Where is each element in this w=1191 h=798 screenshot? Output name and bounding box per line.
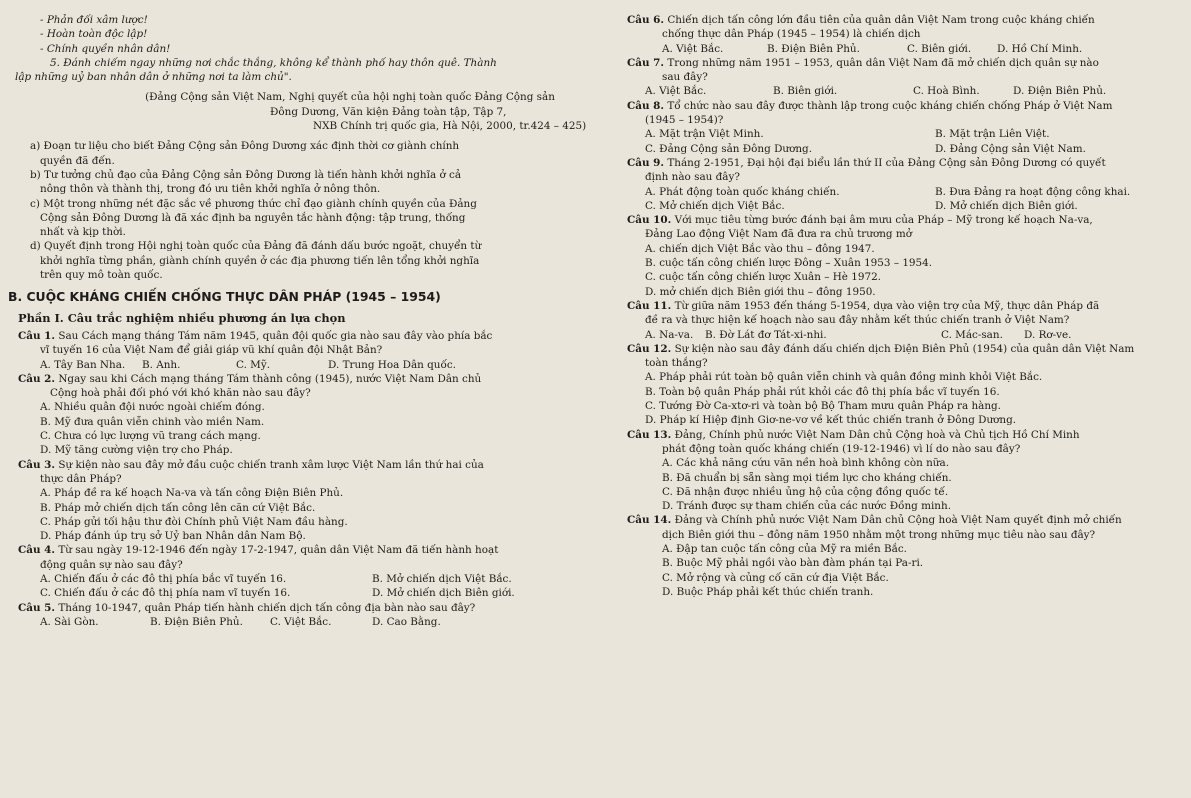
right-column [627, 13, 1185, 599]
option-d[interactable]: D. Tránh được sự tham chiến của các nước Đồng minh. [662, 500, 951, 513]
option-d[interactable]: D. Buộc Pháp phải kết thúc chiến tranh. [662, 585, 874, 598]
option-a[interactable]: A. Na-va. [645, 328, 694, 341]
source-citation: (Đảng Cộng sản Việt Nam, Nghị quyết của hội nghị toàn quốc Đảng Cộng sản [145, 91, 555, 104]
question-1-options [40, 358, 600, 372]
statement-d: d) Quyết định trong Hội nghị toàn quốc của Đảng đã đánh dấu bước ngoặt, chuyển từ [30, 240, 482, 253]
question-10: Câu 10. Với mục tiêu từng bước đánh bại âm mưu của Pháp – Mỹ trong kế hoạch Na-va, [627, 214, 1093, 227]
statement-b: b) Tư tưởng chủ đạo của Đảng Cộng sản Đông Dương là tiến hành khởi nghĩa ở cả [30, 168, 462, 181]
option-c[interactable]: C. Việt Bắc. [270, 615, 332, 628]
question-11-options [627, 328, 1185, 342]
option-c[interactable]: C. Tướng Đờ Ca-xtơ-ri và toàn bộ Bộ Tham mưu quân Pháp ra hàng. [645, 400, 1001, 413]
question-7: Câu 7. Trong những năm 1951 – 1953, quân dân Việt Nam đã mở chiến dịch quân sự nào [627, 56, 1099, 69]
option-a[interactable]: A. Việt Bắc. [645, 85, 707, 98]
question-1-cont: vĩ tuyến 16 của Việt Nam để giải giáp vũ khí quân đội Nhật Bản? [40, 344, 383, 357]
question-2: Câu 2. Ngay sau khi Cách mạng tháng Tám thành công (1945), nước Việt Nam Dân chủ [18, 372, 482, 385]
question-8-options-row1 [627, 127, 1185, 141]
option-a[interactable]: A. Mặt trận Việt Minh. [645, 128, 764, 141]
question-6: Câu 6. Chiến dịch tấn công lớn đầu tiên của quân dân Việt Nam trong cuộc kháng chiến [627, 14, 1095, 26]
option-c[interactable]: C. Biên giới. [907, 42, 972, 55]
option-c[interactable]: C. Pháp gửi tối hậu thư đòi Chính phủ Việt Nam đầu hàng. [40, 515, 348, 528]
option-d[interactable]: D. Rơ-ve. [1024, 328, 1072, 341]
left-column [8, 13, 600, 629]
part-title: Phần I. Câu trắc nghiệm nhiều phương án lựa chọn [18, 310, 346, 325]
question-2-cont: Cộng hoà phải đối phó với khó khăn nào sau đây? [50, 387, 311, 400]
option-d[interactable]: D. mở chiến dịch Biên giới thu – đông 1950. [645, 285, 876, 298]
source-citation: Đông Dương, Văn kiện Đảng toàn tập, Tập 7, [270, 105, 507, 118]
statement-c: nhất và kịp thời. [40, 226, 126, 239]
option-a[interactable]: A. Các khả năng cứu vãn nền hoà bình không còn nữa. [662, 457, 949, 470]
statement-c: c) Một trong những nét đặc sắc về phương thức chỉ đạo giành chính quyền của Đảng [30, 197, 477, 210]
option-b[interactable]: B. Mỹ đưa quân viễn chinh vào miền Nam. [40, 415, 265, 428]
option-c[interactable]: C. Đã nhận được nhiều ủng hộ của cộng đồng quốc tế. [662, 485, 949, 498]
option-a[interactable]: A. Pháp phải rút toàn bộ quân viễn chinh và quân đồng minh khỏi Việt Bắc. [645, 371, 1043, 384]
question-8-cont: (1945 – 1954)? [645, 114, 724, 127]
option-b[interactable]: B. Đưa Đảng ra hoạt động công khai. [935, 185, 1131, 198]
option-d[interactable]: D. Mở chiến dịch Biên giới. [372, 587, 515, 600]
option-c[interactable]: C. Hoà Bình. [913, 85, 980, 98]
question-7-cont: sau đây? [662, 71, 708, 84]
excerpt-line: 5. Đánh chiếm ngay những nơi chắc thắng, không kể thành phố hay thôn quê. Thành [50, 56, 497, 69]
question-4: Câu 4. Từ sau ngày 19-12-1946 đến ngày 17-2-1947, quân dân Việt Nam đã tiến hành hoạt [18, 544, 499, 557]
option-c[interactable]: C. Mác-san. [941, 328, 1003, 341]
statement-a: quyền đã đến. [40, 154, 115, 167]
slogan-line: - Hoàn toàn độc lập! [40, 28, 148, 41]
option-d[interactable]: D. Mở chiến dịch Biên giới. [935, 199, 1078, 212]
option-d[interactable]: D. Hồ Chí Minh. [997, 42, 1083, 55]
question-12: Câu 12. Sự kiện nào sau đây đánh dấu chiến dịch Điện Biên Phủ (1954) của quân dân Việt Nam [627, 342, 1135, 355]
option-c[interactable]: C. Mở chiến dịch Việt Bắc. [645, 199, 785, 212]
question-5: Câu 5. Tháng 10-1947, quân Pháp tiến hành chiến dịch tấn công địa bàn nào sau đây? [18, 601, 476, 614]
source-citation: NXB Chính trị quốc gia, Hà Nội, 2000, tr.424 – 425) [313, 120, 587, 133]
question-3: Câu 3. Sự kiện nào sau đây mở đầu cuộc chiến tranh xâm lược Việt Nam lần thứ hai của [18, 458, 484, 471]
option-d[interactable]: D. Mỹ tăng cường viện trợ cho Pháp. [40, 444, 233, 457]
question-8-options-row2 [627, 142, 1185, 156]
option-b[interactable]: B. Pháp mở chiến dịch tấn công lên căn cứ Việt Bắc. [40, 501, 316, 514]
question-13: Câu 13. Đảng, Chính phủ nước Việt Nam Dân chủ Cộng hoà và Chủ tịch Hồ Chí Minh [627, 428, 1080, 441]
statement-d: trên quy mô toàn quốc. [40, 269, 163, 282]
option-d[interactable]: D. Pháp kí Hiệp định Giơ-ne-vơ về kết thúc chiến tranh ở Đông Dương. [645, 414, 1017, 427]
question-11-cont: đề ra và thực hiện kế hoạch nào sau đây nhằm kết thúc chiến tranh ở Việt Nam? [645, 314, 1070, 327]
option-b[interactable]: B. Anh. [142, 358, 181, 371]
option-c[interactable]: C. Mở rộng và củng cố căn cứ địa Việt Bắc. [662, 571, 889, 584]
question-7-options [627, 84, 1185, 98]
question-1: Câu 1. Sau Cách mạng tháng Tám năm 1945, quân đội quốc gia nào sau đây vào phía bắc [18, 329, 493, 342]
question-14: Câu 14. Đảng và Chính phủ nước Việt Nam Dân chủ Cộng hoà Việt Nam quyết định mở chiến [627, 514, 1122, 527]
statement-a: a) Đoạn tư liệu cho biết Đảng Cộng sản Đông Dương xác định thời cơ giành chính [30, 140, 460, 153]
option-c[interactable]: C. Chưa có lực lượng vũ trang cách mạng. [40, 430, 261, 443]
question-10-cont: Đảng Lao động Việt Nam đã đưa ra chủ trương mở [645, 228, 912, 241]
option-b[interactable]: B. Đờ Lát đơ Tát-xi-nhi. [705, 328, 827, 341]
statement-b: nông thôn và thành thị, trong đó ưu tiên khởi nghĩa ở nông thôn. [40, 183, 381, 196]
option-c[interactable]: C. cuộc tấn công chiến lược Xuân – Hè 1972. [645, 271, 881, 284]
slogan-line: - Phản đối xâm lược! [40, 14, 148, 26]
option-a[interactable]: A. Việt Bắc. [662, 42, 724, 55]
option-b[interactable]: B. Đã chuẩn bị sẵn sàng mọi tiềm lực cho kháng chiến. [662, 471, 952, 484]
option-a[interactable]: A. Nhiều quân đội nước ngoài chiếm đóng. [40, 401, 265, 414]
section-title: B. CUỘC KHÁNG CHIẾN CHỐNG THỰC DÂN PHÁP (1945 – 1954) [8, 289, 441, 305]
question-9: Câu 9. Tháng 2-1951, Đại hội đại biểu lần thứ II của Đảng Cộng sản Đông Dương có quyết [627, 156, 1106, 169]
slogan-line: - Chính quyền nhân dân! [40, 42, 171, 55]
question-14-cont: dịch Biên giới thu – đông năm 1950 nhằm một trong những mục tiêu nào sau đây? [662, 528, 1096, 541]
option-a[interactable]: A. chiến dịch Việt Bắc vào thu – đông 1947. [645, 242, 875, 255]
option-b[interactable]: B. Toàn bộ quân Pháp phải rút khỏi các đô thị phía bắc vĩ tuyến 16. [645, 385, 1000, 398]
option-a[interactable]: A. Đập tan cuộc tấn công của Mỹ ra miền Bắc. [662, 542, 907, 555]
option-b[interactable]: B. Điện Biên Phủ. [150, 615, 243, 628]
option-d[interactable]: D. Đảng Cộng sản Việt Nam. [935, 142, 1086, 155]
question-6-cont: chống thực dân Pháp (1945 – 1954) là chiến dịch [662, 28, 921, 41]
option-c[interactable]: C. Chiến đấu ở các đô thị phía nam vĩ tuyến 16. [40, 587, 291, 600]
question-9-cont: định nào sau đây? [645, 171, 740, 184]
question-13-cont: phát động toàn quốc kháng chiến (19-12-1946) vì lí do nào sau đây? [662, 442, 1021, 455]
option-b[interactable]: B. Biên giới. [773, 85, 838, 98]
question-8: Câu 8. Tổ chức nào sau đây được thành lập trong cuộc kháng chiến chống Pháp ở Việt Nam [627, 99, 1113, 112]
option-b[interactable]: B. Mặt trận Liên Việt. [935, 128, 1050, 141]
question-12-cont: toàn thắng? [645, 357, 708, 370]
option-a[interactable]: A. Pháp đề ra kế hoạch Na-va và tấn công Điện Biên Phủ. [40, 487, 344, 500]
option-a[interactable]: A. Phát động toàn quốc kháng chiến. [645, 185, 840, 198]
question-4-options-row2 [40, 586, 600, 600]
option-c[interactable]: C. Mỹ. [236, 358, 270, 371]
question-4-options-row1 [40, 572, 600, 586]
option-a[interactable]: A. Chiến đấu ở các đô thị phía bắc vĩ tuyến 16. [40, 572, 287, 585]
statement-c: Cộng sản Đông Dương là đã xác định ba nguyên tắc hành động: tập trung, thống [40, 211, 466, 224]
option-d[interactable]: D. Điện Biên Phủ. [1013, 85, 1107, 98]
option-c[interactable]: C. Đảng Cộng sản Đông Dương. [645, 142, 813, 155]
excerpt-line: lập những uỷ ban nhân dân ở những nơi ta làm chủ". [15, 71, 292, 84]
option-b[interactable]: B. cuộc tấn công chiến lược Đông – Xuân 1953 – 1954. [645, 257, 933, 270]
option-b[interactable]: B. Điện Biên Phủ. [767, 42, 860, 55]
option-d[interactable]: D. Cao Bằng. [372, 615, 441, 628]
statement-d: khởi nghĩa từng phần, giành chính quyền ở các địa phương tiến lên tổng khởi nghĩa [40, 254, 480, 267]
option-b[interactable]: B. Buộc Mỹ phải ngồi vào bàn đàm phán tại Pa-ri. [662, 557, 924, 570]
option-b[interactable]: B. Mở chiến dịch Việt Bắc. [372, 572, 512, 585]
option-a[interactable]: A. Sài Gòn. [40, 615, 99, 628]
question-11: Câu 11. Từ giữa năm 1953 đến tháng 5-1954, dựa vào viện trợ của Mỹ, thực dân Pháp đã [627, 299, 1100, 312]
option-d[interactable]: D. Trung Hoa Dân quốc. [328, 358, 456, 371]
question-9-options-row1 [627, 185, 1185, 199]
option-a[interactable]: A. Tây Ban Nha. [40, 358, 126, 371]
question-6-options [627, 42, 1185, 56]
question-9-options-row2 [627, 199, 1185, 213]
question-4-cont: động quân sự nào sau đây? [40, 558, 183, 571]
option-d[interactable]: D. Pháp đánh úp trụ sở Uỷ ban Nhân dân Nam Bộ. [40, 530, 306, 543]
question-5-options [40, 615, 600, 629]
question-3-cont: thực dân Pháp? [40, 472, 122, 485]
